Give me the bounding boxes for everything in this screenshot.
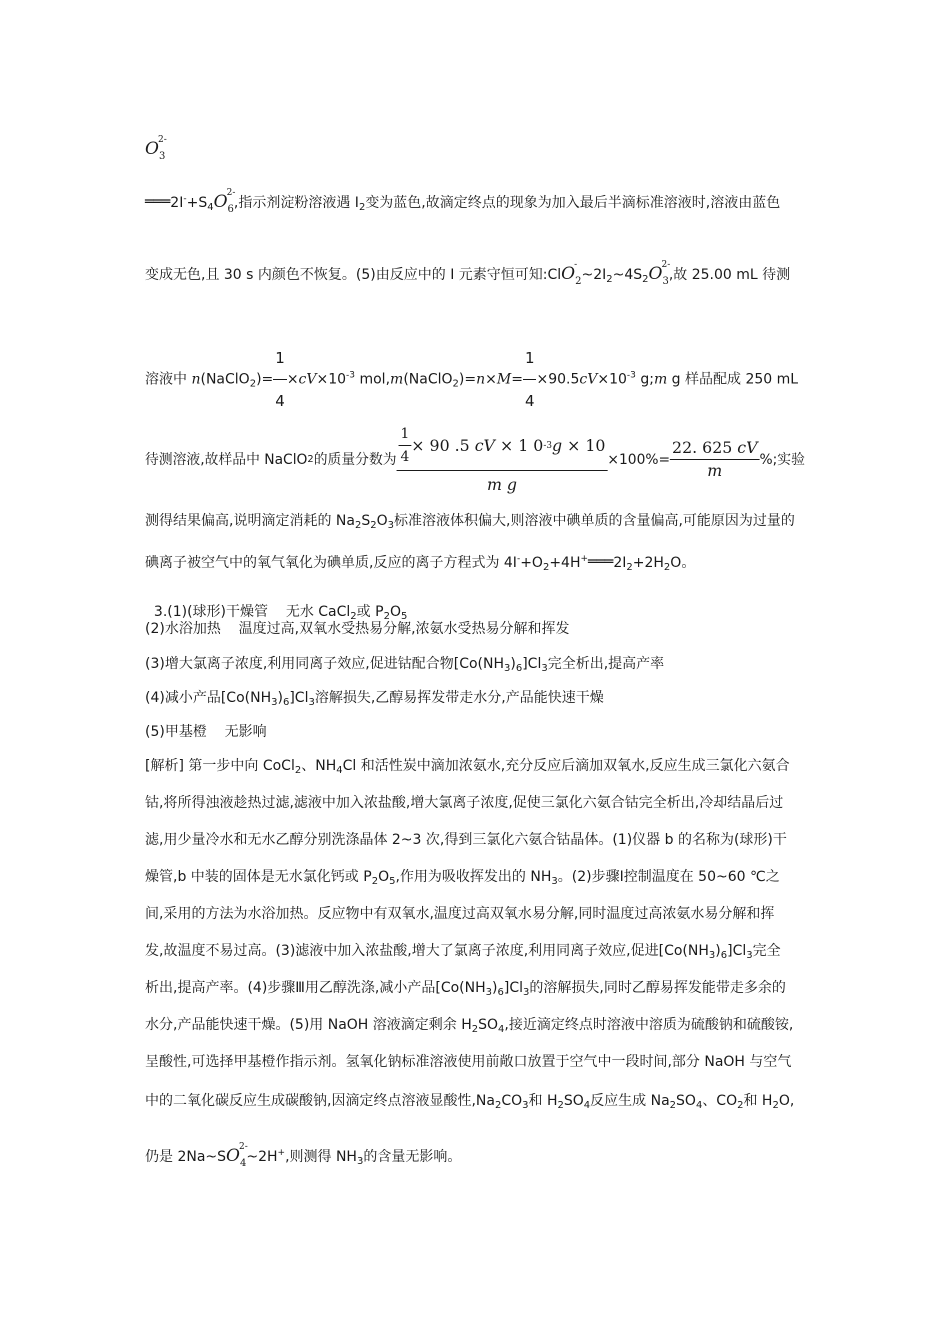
text-line-21: 中的二氧化碳反应生成碳酸钠,因滴定终点溶液显酸性$,Na_2CO_3$和 $H_2SO_4$反应生成 $Na_2SO_4$、$CO_2$和 $H_2O$, <box>145 1093 795 1111</box>
ion-formula: $O_3$ 2- <box>648 260 671 287</box>
text-line-5: 测得结果偏高,说明滴定消耗的 $Na_2S_2O_3$标准溶液体积偏大,则溶液中碘单质的含量偏高,可能原因为过量的 <box>145 513 795 531</box>
ion-formula: $O_2$ - <box>561 260 582 287</box>
fraction: $\frac{1}{4}$ <box>275 349 285 410</box>
text-line-3: 溶液中 n(NaClO$_2$)= $\frac{1}{4}$ $\times cV\times 10^{-3}$ mol,m(NaClO$_2$)=n×M= $\frac{1}{4}$ $\times 90.5cV\times 10^{-3}$ g;m g 样品配成 250 mL <box>145 338 798 421</box>
mass-fraction-expression: $\frac{1}{4}$ × 90 .5 cV × 1 0 -3 g × 10 m g <box>397 424 608 495</box>
ion-formula: $O_3$ 2- <box>145 135 167 162</box>
text-line-12: [解析] 第一步中向 CoCl$_2$、$NH_4Cl$ 和活性炭中滴加浓氨水,充分反应后滴加双氧水,反应生成三氯化六氨合 <box>145 758 790 776</box>
text-line-17: 发,故温度不易过高。(3)滤液中加入浓盐酸,增大了氯离子浓度,利用同离子效应,促进$[Co(NH_3)_6]Cl_3$完全 <box>145 943 781 961</box>
text-line-20: 呈酸性,可选择甲基橙作指示剂。氢氧化钠标准溶液使用前敞口放置于空气中一段时间,部分 NaOH 与空气 <box>145 1054 792 1070</box>
result-fraction: $\frac{22. 625 cV}{m}$ <box>672 438 758 480</box>
text-line-10: (4)减小产品$[Co(NH_3)_6]Cl_3$溶解损失,乙醇易挥发带走水分,产品能快速干燥 <box>145 690 604 708</box>
text-line-16: 间,采用的方法为水浴加热。反应物中有双氧水,温度过高双氧水易分解,同时温度过高浓氨水易分解和挥 <box>145 906 775 922</box>
text-line-15: 燥管,b 中装的固体是无水氯化钙或 $P_2O_5$,作用为吸收挥发出的 $NH_3$。(2)步骤Ⅰ控制温度在 50~60 ℃之 <box>145 869 780 887</box>
fraction: $\frac{1}{4}$ <box>524 349 535 410</box>
text-line-6: 碘离子被空气中的氧气氧化为碘单质,反应的离子方程式为 $4I^-+O_2+4H^+═══2I_2+2H_2O$。 <box>145 554 696 573</box>
text-line-22: 仍是 $2Na\sim SO_4$ 2- ~2H+,则测得 $NH_3$的含量无影响。 <box>145 1142 462 1169</box>
text-line-11: (5)甲基橙 无影响 <box>145 724 267 740</box>
text-line-2: 变成无色,且 30 s 内颜色不恢复。(5)由反应中的 I 元素守恒可知:ClO$_2$ - $\sim 2I_2\sim 4S_2O_3$ 2- ,故 25.00 mL 待测 <box>145 260 791 287</box>
text-line-0 <box>145 135 167 162</box>
ion-formula: $O_4$ 2- <box>226 1142 248 1169</box>
text-line-8: (2)水浴加热 温度过高,双氧水受热易分解,浓氨水受热易分解和挥发 <box>145 621 570 637</box>
text-line-1: $═══2I^-+S_4O_6$ 2- ,指示剂淀粉溶液遇 $I_2$变为蓝色,故滴定终点的现象为加入最后半滴标准溶液时,溶液由蓝色 <box>145 188 781 215</box>
text-line-9: (3)增大氯离子浓度,利用同离子效应,促进钴配合物$[Co(NH_3)_6]Cl_3$完全析出,提高产率 <box>145 656 665 674</box>
text-line-19: 水分,产品能快速干燥。(5)用 NaOH 溶液滴定剩余 $H_2SO_4$,接近滴定终点时溶液中溶质为硫酸钠和硫酸铵, <box>145 1017 794 1035</box>
text-line-18: 析出,提高产率。(4)步骤Ⅲ用乙醇洗涤,减小产品$[Co(NH_3)_6]Cl_3$的溶解损失,同时乙醇易挥发能带走多余的 <box>145 980 786 998</box>
text-line-7: 3.(1)(球形)干燥管 无水 CaCl$_2$或 $P_2O_5$ <box>153 604 408 622</box>
ion-formula: $O_6$ 2- <box>213 188 236 215</box>
text-line-13: 钴,将所得浊液趁热过滤,滤液中加入浓盐酸,增大氯离子浓度,促使三氯化六氨合钴完全析出,冷却结晶后过 <box>145 795 784 811</box>
text-line-14: 滤,用少量冷水和无水乙醇分别洗涤晶体 2~3 次,得到三氯化六氨合钴晶体。(1)仪器 b 的名称为(球形)干 <box>145 832 787 848</box>
text-line-4: 待测溶液,故样品中 NaClO 2 的质量分数为 $\frac{1}{4}$ × 90 .5 cV × 1 0 -3 g × 10 m g ×100%= $\frac{22. 625 cV}{m}$ %;实验 <box>145 426 805 494</box>
